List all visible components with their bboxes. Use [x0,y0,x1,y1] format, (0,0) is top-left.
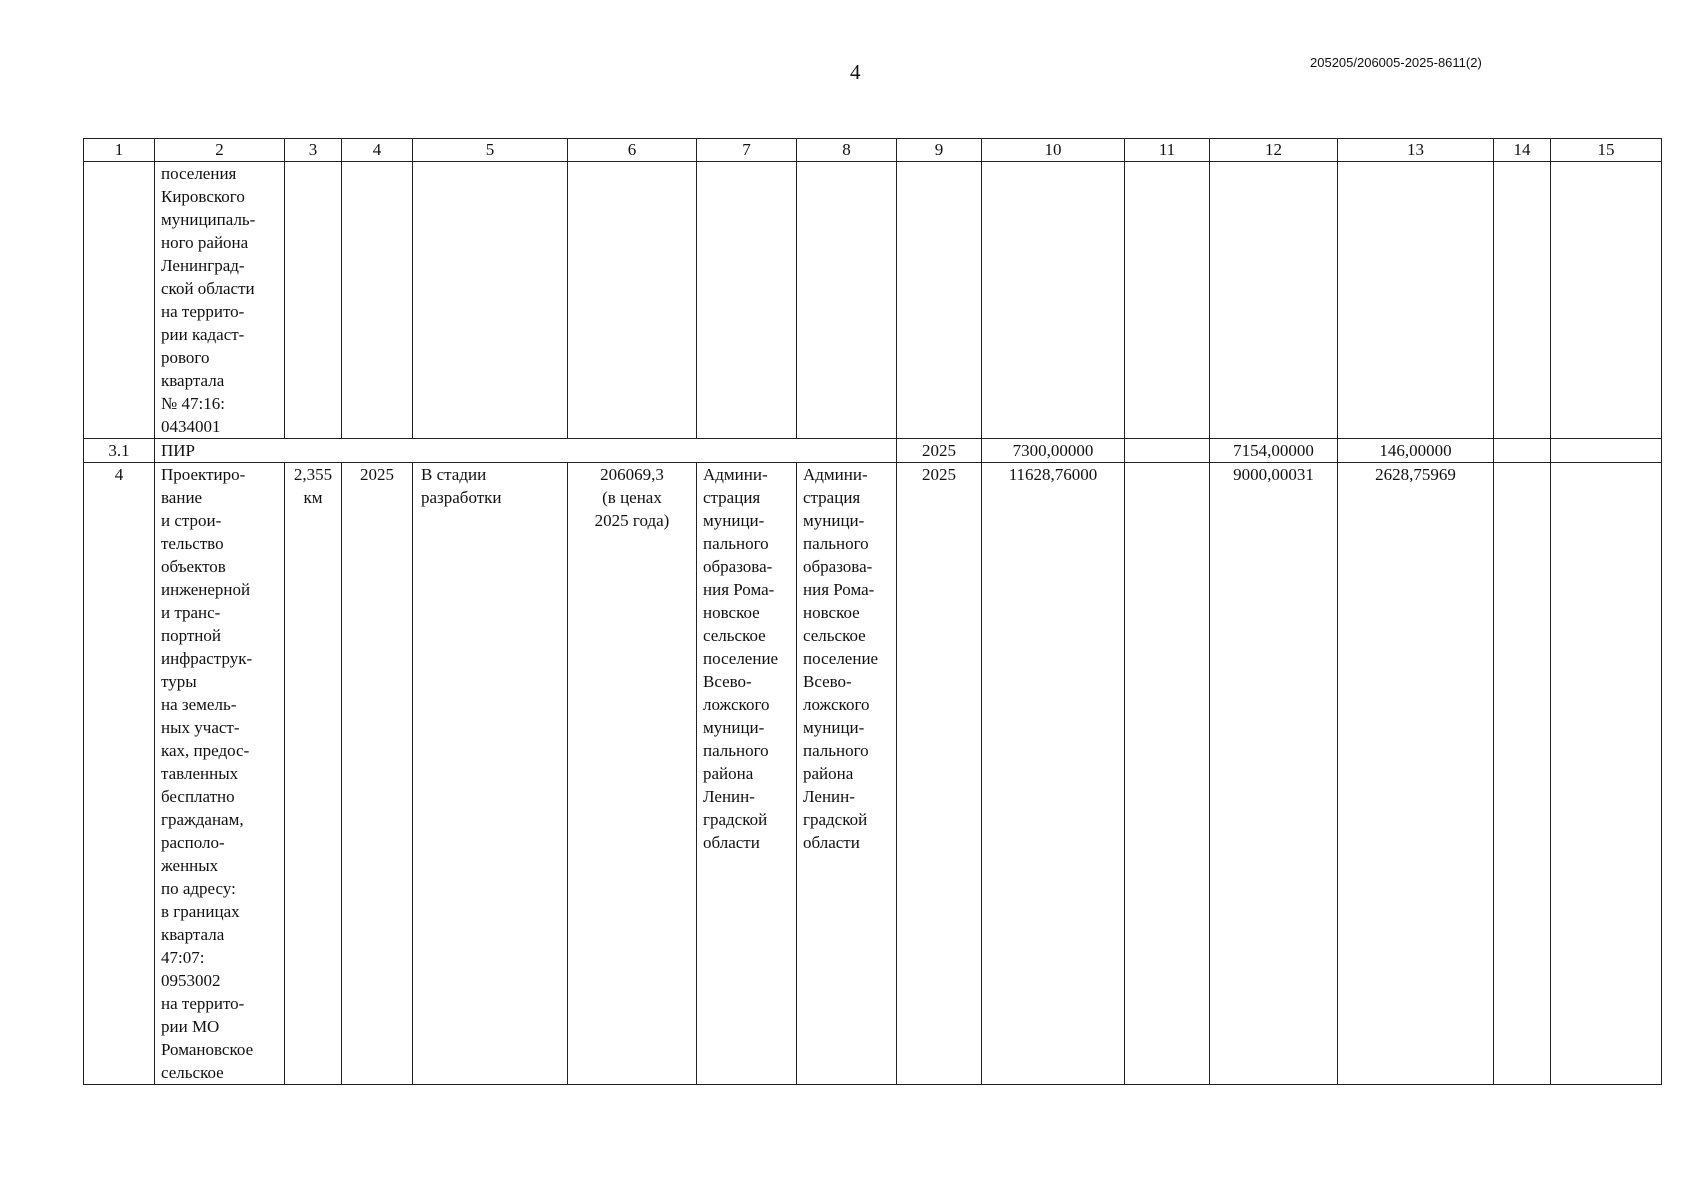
column-header: 14 [1494,139,1551,162]
table-cell [1494,463,1551,1085]
year-cell: 2025 [897,463,982,1085]
column-header: 12 [1210,139,1338,162]
table-cell [1125,463,1210,1085]
table-cell [982,162,1125,439]
table-cell [1551,463,1662,1085]
table-cell [285,162,342,439]
table-cell [1551,439,1662,463]
column-header: 1 [84,139,155,162]
column-header: 8 [797,139,897,162]
table-row-3-1 [84,439,1662,463]
column-number-row [84,139,1662,162]
customer-cell: Админи- страция муници- пального образова- ния Рома- новское сельское поселение Всево- ложского муници- пального района Ленин- градской области [697,463,797,1085]
year-cell: 2025 [342,463,413,1085]
table-cell [1551,162,1662,439]
funding-cell: 9000,00031 [1210,463,1338,1085]
developer-cell: Админи- страция муници- пального образова- ния Рома- новское сельское поселение Всево- ложского муници- пального района Ленин- градской области [797,463,897,1085]
year-cell: 2025 [897,439,982,463]
table-cell [568,162,697,439]
table-cell [84,162,155,439]
table-cell [342,162,413,439]
stage-cell: В стадии разработки [413,463,568,1085]
table-cell [1494,162,1551,439]
funding-cell: 146,00000 [1338,439,1494,463]
table-cell [797,162,897,439]
column-header: 7 [697,139,797,162]
funding-cell: 2628,75969 [1338,463,1494,1085]
table-row-4 [84,463,1662,1085]
cost-cell: 206069,3 (в ценах 2025 года) [568,463,697,1085]
length-cell: 2,355 км [285,463,342,1085]
object-name-cell: поселения Кировского муниципаль- ного района Ленинград- ской области на террито- рии кадаст- рового квартала № 47:16: 0434001 [155,162,285,439]
page-number: 4 [850,60,861,84]
column-header: 2 [155,139,285,162]
column-header: 9 [897,139,982,162]
table-cell [1125,162,1210,439]
table-cell [413,162,568,439]
column-header: 10 [982,139,1125,162]
table-cell [697,162,797,439]
table-cell [1125,439,1210,463]
column-header: 3 [285,139,342,162]
column-header: 15 [1551,139,1662,162]
object-name-cell: Проектиро- вание и строи- тельство объектов инженерной и транс- портной инфраструк- туры на земель- ных участ- ках, предос- тавленных бесплатно гражданам, располо- женных по адресу: в границах квартала 47:07: 0953002 на террито- рии МО Романовское сельское [155,463,285,1085]
column-header: 4 [342,139,413,162]
total-cell: 7300,00000 [982,439,1125,463]
document-id: 205205/206005-2025-8611(2) [1310,55,1482,70]
total-cell: 11628,76000 [982,463,1125,1085]
column-header: 11 [1125,139,1210,162]
column-header: 6 [568,139,697,162]
table-row-continued [84,162,1662,439]
funding-cell: 7154,00000 [1210,439,1338,463]
object-name-cell: ПИР [155,439,897,463]
column-header: 5 [413,139,568,162]
row-number-cell: 4 [84,463,155,1085]
table-cell [1494,439,1551,463]
row-number-cell: 3.1 [84,439,155,463]
table-cell [897,162,982,439]
column-header: 13 [1338,139,1494,162]
table-cell [1210,162,1338,439]
table-cell [1338,162,1494,439]
data-table [83,138,1662,1085]
